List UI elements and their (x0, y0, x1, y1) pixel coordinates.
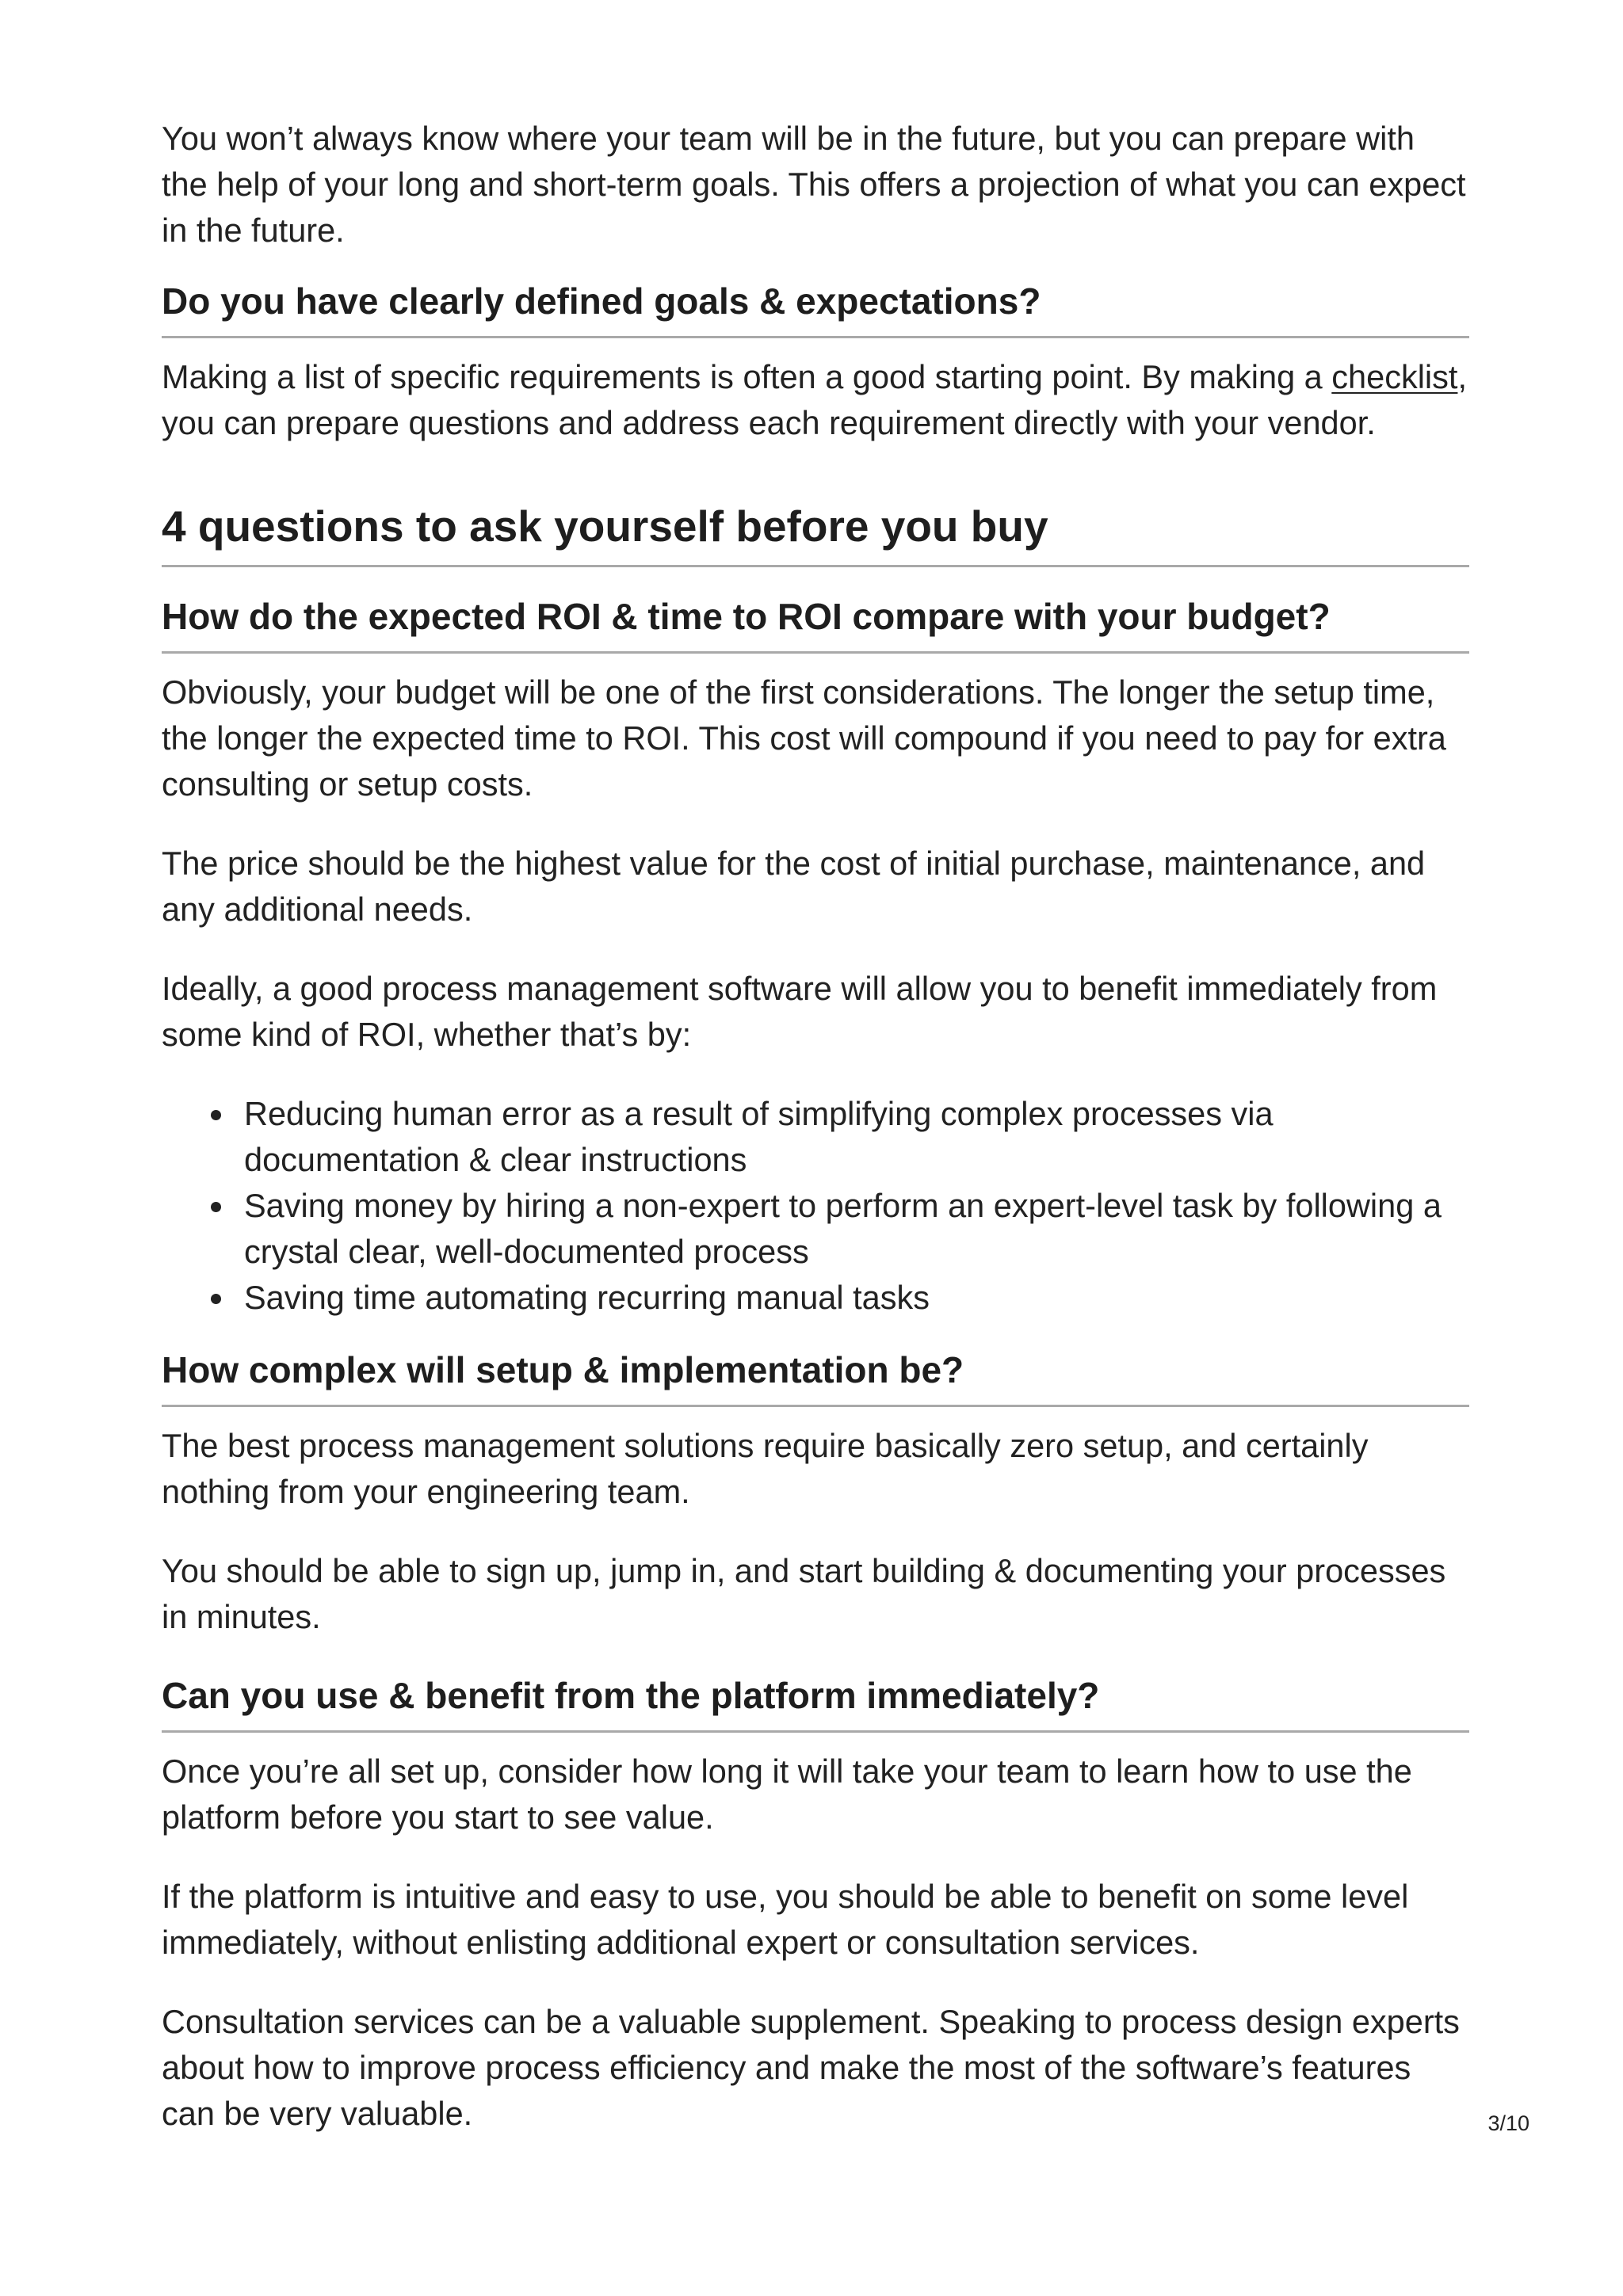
benefit-paragraph: Once you’re all set up, consider how long it will take your team to learn how to use the platform before you start to see value. (162, 1753, 1412, 1836)
section-heading-roi: How do the expected ROI & time to ROI compare with your budget? (162, 594, 1469, 654)
roi-bullet-list (162, 1091, 1469, 1321)
setup-paragraph: You should be able to sign up, jump in, and start building & documenting your processes in minutes. (162, 1552, 1446, 1635)
roi-paragraph: The price should be the highest value for the cost of initial purchase, maintenance, and any additional needs. (162, 845, 1426, 928)
benefit-paragraph: If the platform is intuitive and easy to use, you should be able to benefit on some level immediately, without enlisting additional expert or consultation services. (162, 1878, 1409, 1961)
list-item-text: Saving money by hiring a non-expert to perform an expert-level task by following a crystal clear, well-documented process (244, 1187, 1442, 1270)
document-page (162, 0, 1469, 2170)
section-heading-benefit: Can you use & benefit from the platform immediately? (162, 1673, 1469, 1733)
list-item (244, 1091, 1469, 1183)
page-number: 3/10 (1487, 2111, 1529, 2135)
bullet-dot-icon (211, 1294, 221, 1304)
bullet-dot-icon (211, 1202, 221, 1212)
roi-paragraph: Obviously, your budget will be one of the first considerations. The longer the setup time, the longer the expected time to ROI. This cost will compound if you need to pay for extra consulting or setup costs. (162, 673, 1446, 803)
goals-paragraph (162, 354, 1469, 446)
list-item-text: Reducing human error as a result of simplifying complex processes via documentation & clear instructions (244, 1095, 1274, 1178)
main-heading: 4 questions to ask yourself before you buy (162, 500, 1469, 567)
intro-paragraph: You won’t always know where your team will be in the future, but you can prepare with the help of your long and short-term goals. This offers a projection of what you can expect in the future. (162, 120, 1466, 249)
section-heading-setup: How complex will setup & implementation be? (162, 1348, 1469, 1407)
benefit-paragraph: Consultation services can be a valuable supplement. Speaking to process design experts about how to improve process efficiency and make the most of the software’s features can be very valuable. (162, 2003, 1460, 2132)
goals-paragraph-text-after: , you can prepare questions and address each requirement directly with your vendor. (162, 358, 1467, 441)
roi-paragraph: Ideally, a good process management software will allow you to benefit immediately from some kind of ROI, whether that’s by: (162, 970, 1438, 1053)
goals-paragraph-text-before: Making a list of specific requirements is often a good starting point. By making a (162, 358, 1332, 395)
list-item (244, 1275, 1469, 1321)
section-heading-goals: Do you have clearly defined goals & expectations? (162, 279, 1469, 338)
list-item-text: Saving time automating recurring manual tasks (244, 1279, 930, 1316)
setup-paragraph: The best process management solutions require basically zero setup, and certainly nothing from your engineering team. (162, 1427, 1369, 1510)
list-item (244, 1183, 1469, 1275)
bullet-dot-icon (211, 1110, 221, 1120)
checklist-link[interactable]: checklist (1331, 358, 1458, 395)
